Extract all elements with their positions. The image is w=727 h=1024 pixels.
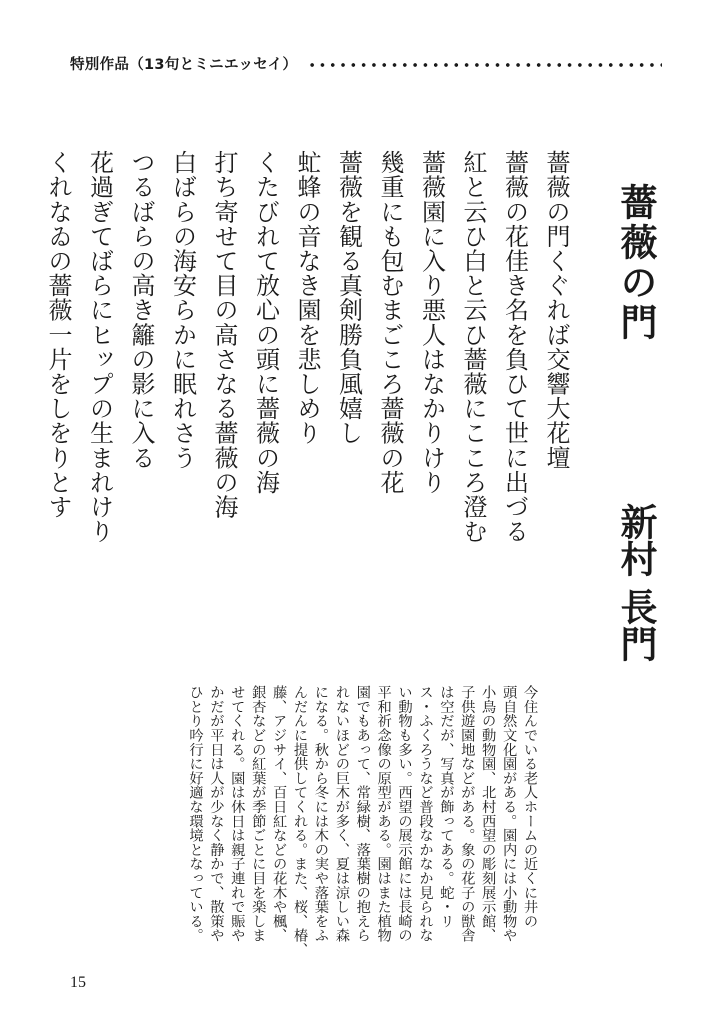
essay-line: せてくれる。園は休日は親子連れで賑や (229, 685, 246, 943)
haiku-line: 花過ぎてばらにヒップの生まれけり (85, 150, 114, 544)
work-title: 薔薇の門 (614, 183, 658, 343)
essay-line: 藤、アジサイ、百日紅などの花木や楓、 (271, 685, 288, 943)
haiku-line: 白ばらの海安らかに眠れさう (168, 150, 197, 470)
essay-line: れないほどの巨木が多く、夏は涼しい森 (333, 685, 350, 943)
haiku-line: 幾重にも包むまごころ薔薇の花 (376, 150, 404, 495)
essay-line: い動物も多い。西望の展示館には長崎の (396, 685, 413, 943)
mini-essay (100, 685, 540, 985)
haiku-line: くたびれて放心の頭に薔薇の海 (251, 150, 280, 495)
running-header (70, 50, 662, 76)
haiku-line: つるばらの高き籬の影に入る (127, 150, 155, 470)
haiku-list (44, 150, 576, 570)
essay-line: 今住んでいる老人ホームの近くに井の (522, 685, 538, 929)
haiku-line: 薔薇の花佳き名を負ひて世に出づる (500, 150, 529, 544)
essay-line: かだが平日は人が少なく静かで、散策や (208, 685, 225, 943)
essay-line: 子供遊園地などがある。象の花子の獣舎 (459, 685, 476, 943)
essay-line: 銀杏などの紅葉が季節ごとに目を楽しま (250, 685, 267, 943)
dotted-leader (307, 63, 662, 67)
essay-line: 小鳥の動物園、北村西望の彫刻展示館、 (480, 685, 497, 943)
haiku-line: くれなゐの薔薇一片をしをりとす (44, 150, 72, 519)
author-surname: 新村 (614, 503, 658, 577)
page-number: 15 (70, 974, 86, 991)
essay-line: になる。秋から冬には木の実や落葉をふ (312, 685, 329, 943)
haiku-line: 紅と云ひ白と云ひ薔薇にこころ澄む (459, 150, 487, 544)
essay-line: は空だが、写真が飾ってある。蛇・リ (438, 685, 455, 929)
haiku-line: 薔薇を観る真剣勝負風嬉し (334, 150, 363, 446)
haiku-line: 打ち寄せて目の高さなる薔薇の海 (210, 150, 238, 519)
essay-line: ひとり吟行に好適な環境となっている。 (187, 685, 204, 943)
haiku-line: 薔薇園に入り悪人はなかりけり (417, 150, 446, 495)
haiku-line: 虻蜂の音なき園を悲しめり (293, 150, 321, 446)
essay-line: 頭自然文化園がある。園内には小動物や (501, 685, 518, 943)
author-given-name: 長門 (614, 588, 658, 662)
section-heading: 特別作品（13句とミニエッセイ） (70, 56, 298, 73)
haiku-line: 薔薇の門くぐれば交響大花壇 (542, 150, 570, 470)
essay-line: んだんに提供してくれる。また、桜、椿、 (292, 685, 309, 957)
essay-line: ス・ふくろうなど普段なかなか見られな (417, 685, 434, 943)
essay-line: 園でもあって、常緑樹、落葉樹の抱えら (354, 685, 371, 943)
essay-line: 平和祈念像の原型がある。園はまた植物 (375, 685, 392, 943)
